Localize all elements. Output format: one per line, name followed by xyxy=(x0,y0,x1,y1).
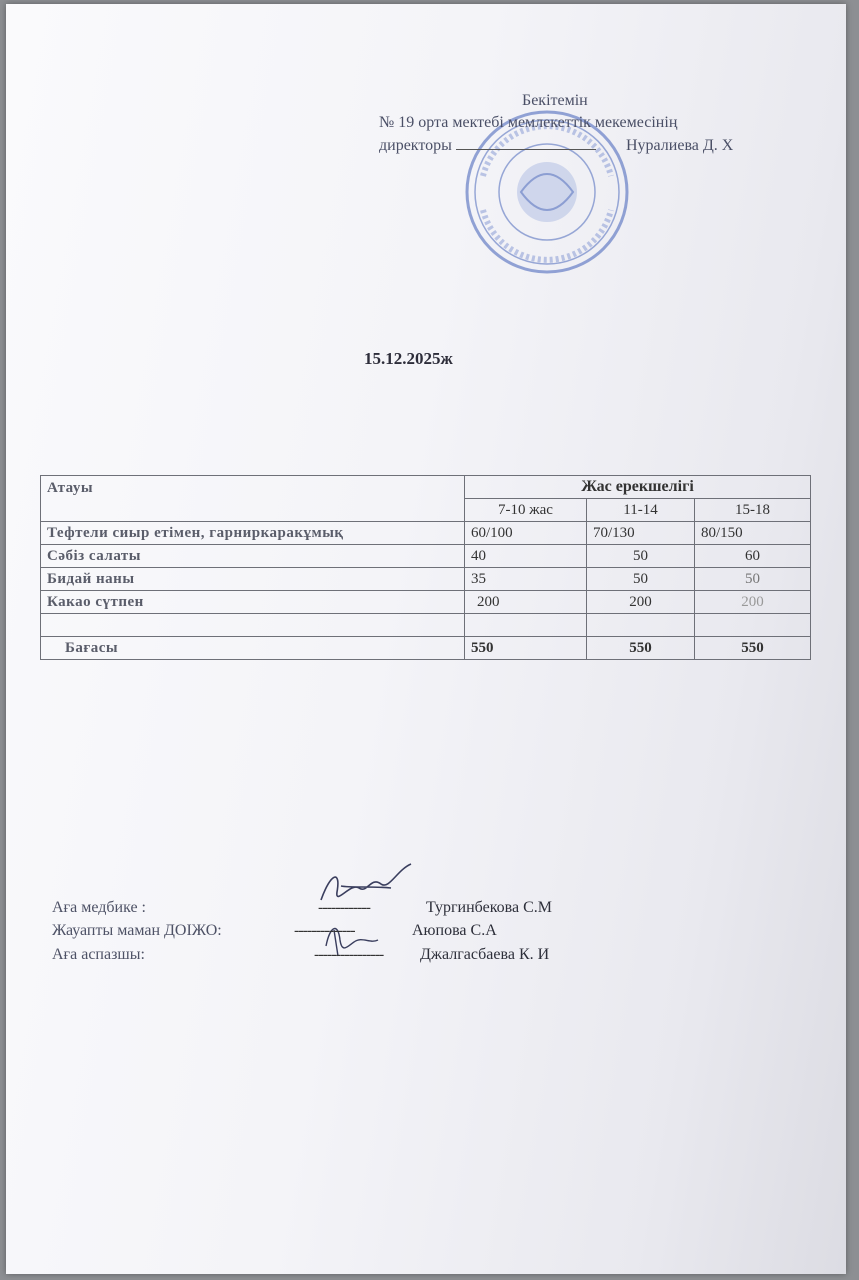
portion-cell: 70/130 xyxy=(587,522,695,545)
dish-name: Какао сүтпен xyxy=(41,591,465,614)
age-header: Жас ерекшелігі xyxy=(465,476,811,499)
price-label: Бағасы xyxy=(41,637,465,660)
portion-cell: 200 xyxy=(587,591,695,614)
portion-cell: 200 xyxy=(695,591,811,614)
age-group-cell: 15-18 xyxy=(695,499,811,522)
portion-cell: 50 xyxy=(695,568,811,591)
signatory-name: Тургинбекова С.М xyxy=(426,899,552,916)
portion-cell: 50 xyxy=(587,568,695,591)
age-group-cell: 11-14 xyxy=(587,499,695,522)
signature-role: Аға аспазшы: xyxy=(52,946,145,963)
approval-organization: № 19 орта мектебі мемлекеттік мекемесінің xyxy=(379,114,678,131)
portion-cell: 80/150 xyxy=(695,522,811,545)
signature-dashes: ---------------- xyxy=(314,946,384,963)
portion-cell: 35 xyxy=(465,568,587,591)
portion-cell: 200 xyxy=(465,591,587,614)
approval-title: Бекітемін xyxy=(522,92,588,109)
price-cell: 550 xyxy=(465,637,587,660)
price-cell: 550 xyxy=(695,637,811,660)
menu-date: 15.12.2025ж xyxy=(364,349,453,368)
dish-name: Сәбіз салаты xyxy=(41,545,465,568)
signature-role: Аға медбике : xyxy=(52,899,146,916)
portion-cell: 60/100 xyxy=(465,522,587,545)
portion-cell: 60 xyxy=(695,545,811,568)
name-header: Атауы xyxy=(41,476,465,522)
approval-director-label: директоры xyxy=(379,137,452,154)
signature-dashes: -------------- xyxy=(294,922,355,939)
signature-dashes: ------------ xyxy=(318,899,370,916)
director-name: Нуралиева Д. Х xyxy=(626,137,734,154)
signatures-block xyxy=(6,4,846,1274)
signature-role: Жауапты маман ДОІЖО: xyxy=(52,922,222,939)
portion-cell: 50 xyxy=(587,545,695,568)
signatory-name: Джалгасбаева К. И xyxy=(420,946,550,963)
dish-name: Бидай наны xyxy=(41,568,465,591)
age-group-cell: 7-10 жас xyxy=(465,499,587,522)
signatory-name: Аюпова С.А xyxy=(412,922,497,939)
dish-name: Тефтели сиыр етімен, гарниркаракұмық xyxy=(41,522,465,545)
portion-cell: 40 xyxy=(465,545,587,568)
document-page xyxy=(6,4,846,1274)
price-cell: 550 xyxy=(587,637,695,660)
